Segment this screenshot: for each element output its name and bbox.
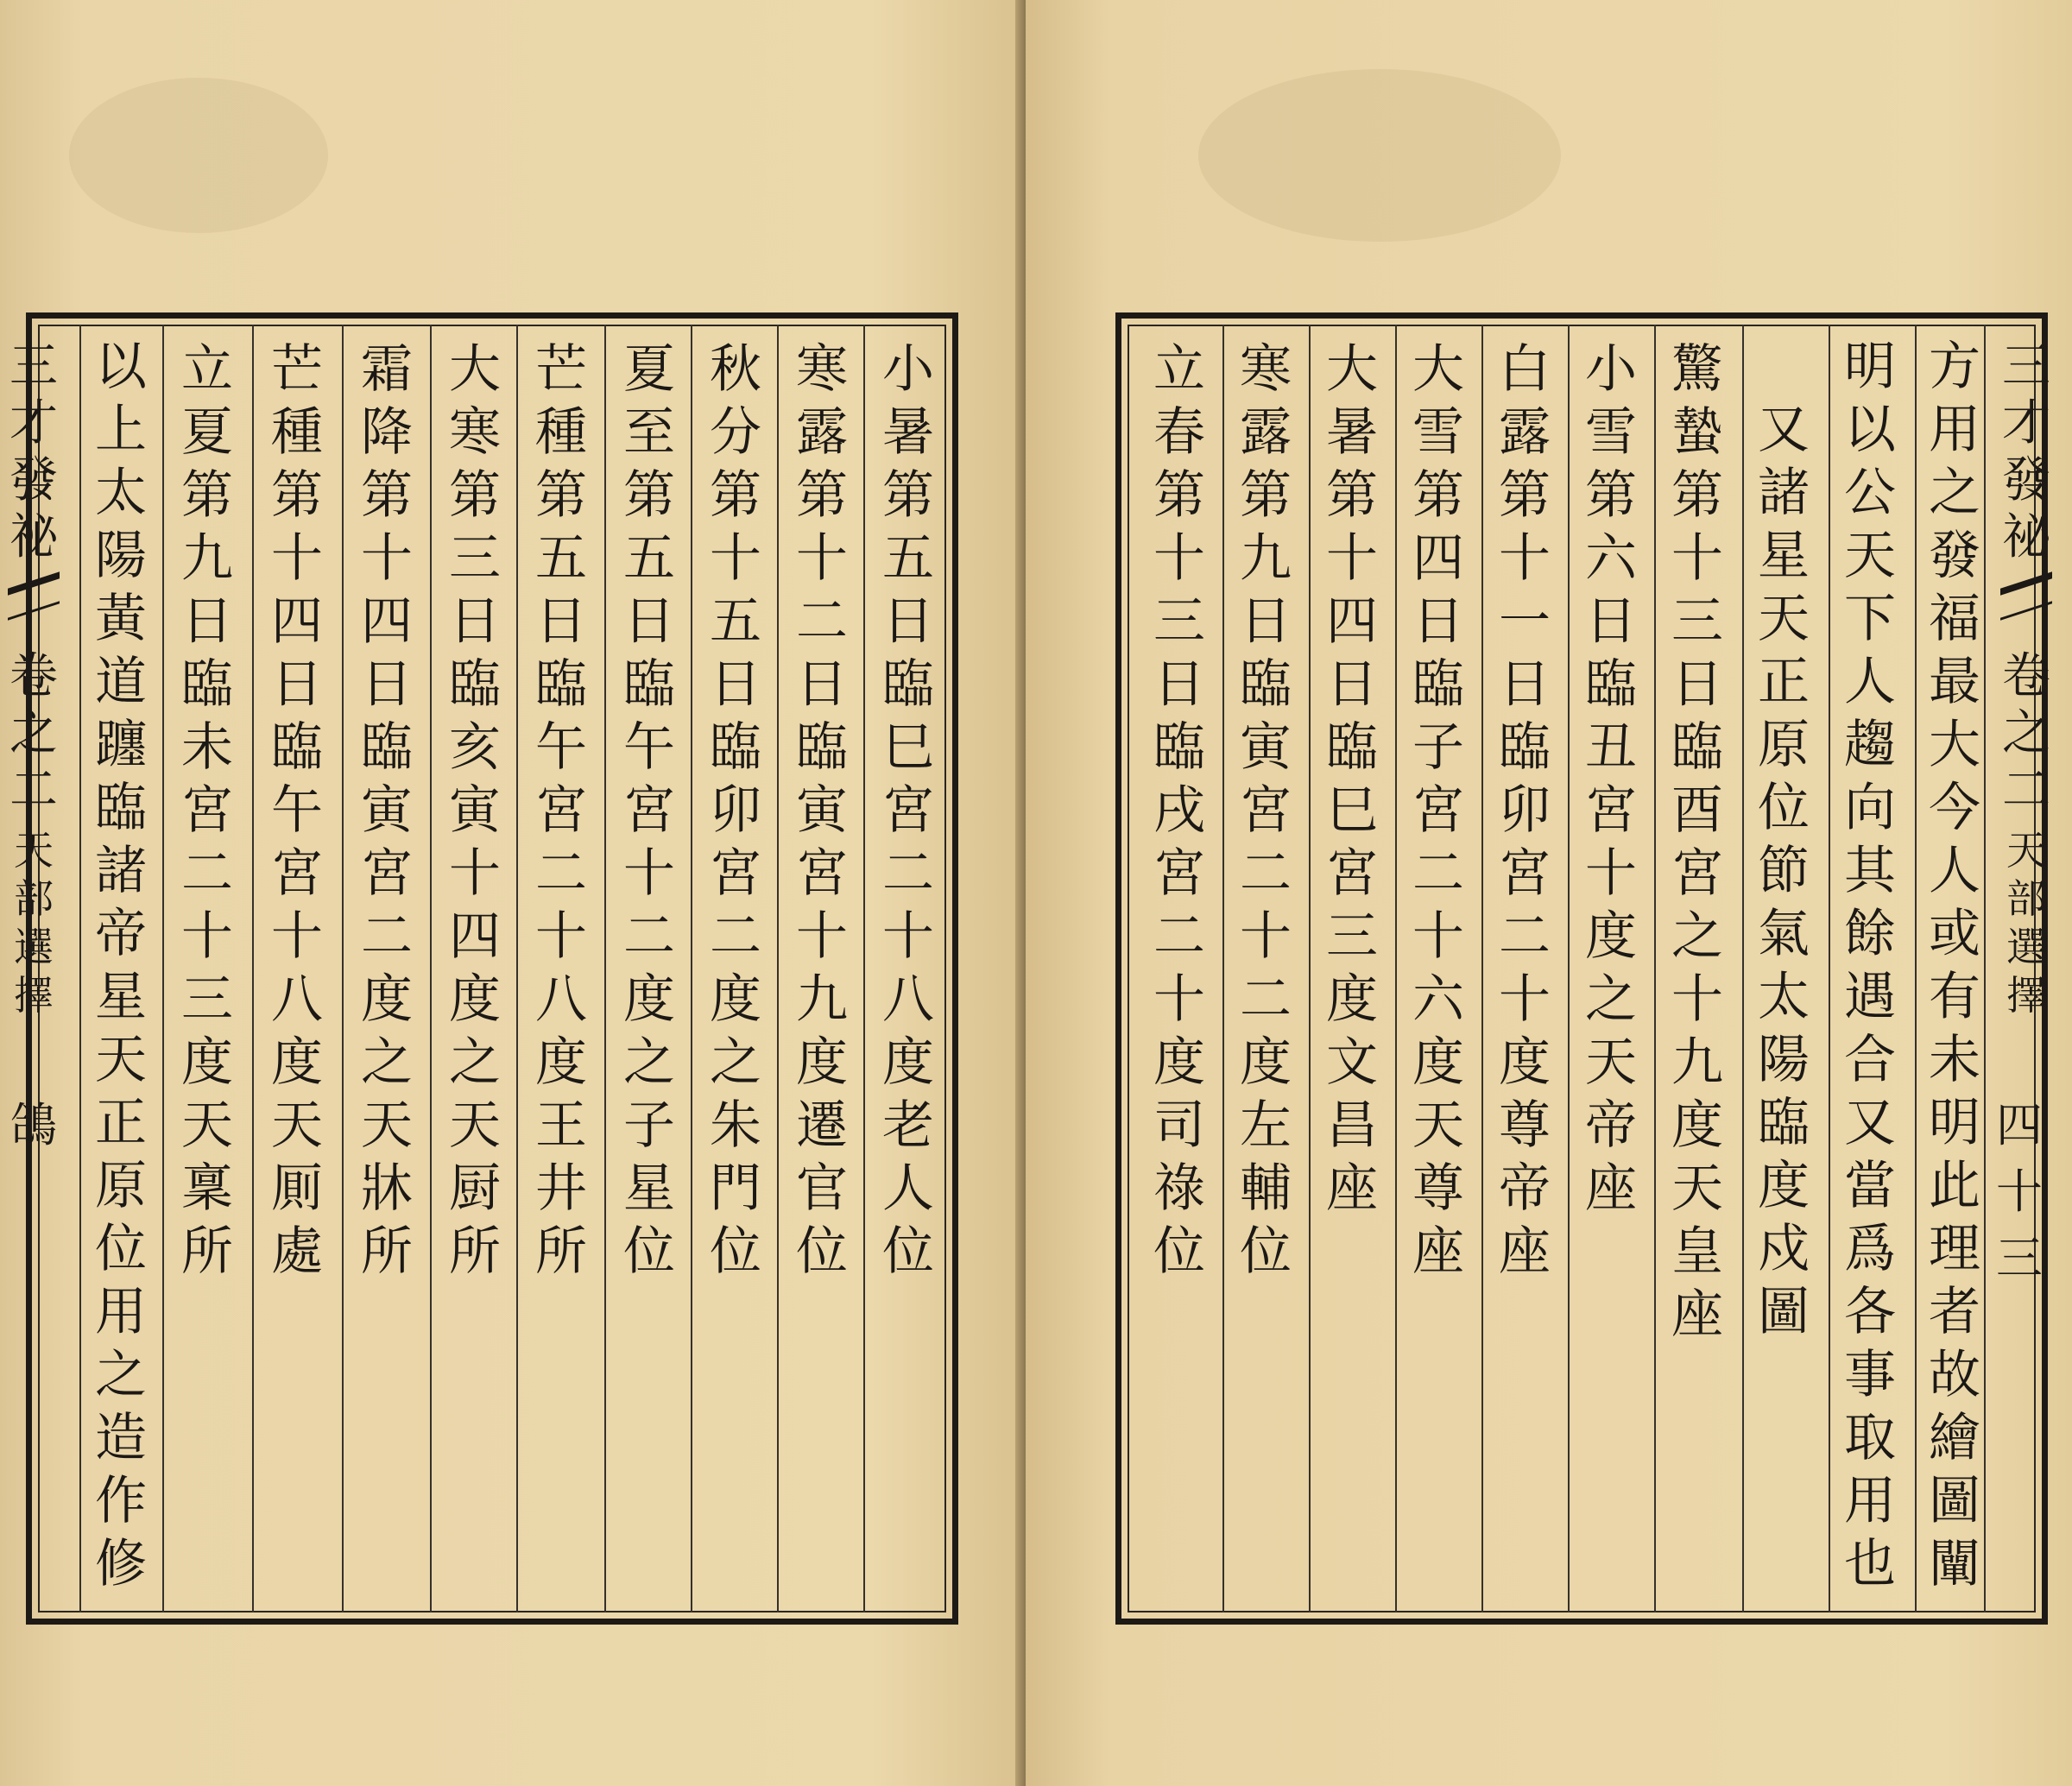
right-center-column xyxy=(1996,338,2056,1288)
text-column: 立 春 第 十 三 日 臨 戌 宮 二 十 度 司 祿 位 xyxy=(1153,339,1205,1282)
column-rule xyxy=(516,325,518,1612)
text-column: 方 用 之 發 福 最 大 今 人 或 有 未 明 此 理 者 故 繪 圖 闡 xyxy=(1929,337,1980,1594)
text-column: 白 露 第 十 一 日 臨 卯 宮 二 十 度 尊 帝 座 xyxy=(1499,339,1551,1282)
text-column: 夏 至 第 五 日 臨 午 宮 十 二 度 之 子 星 位 xyxy=(623,339,675,1282)
paper-stain xyxy=(1198,69,1561,242)
right-page xyxy=(1026,0,2072,1786)
column-rule xyxy=(1915,325,1917,1612)
column-rule xyxy=(342,325,344,1612)
column-rule xyxy=(777,325,779,1612)
column-rule xyxy=(1829,325,1830,1612)
text-column: 驚 蟄 第 十 三 日 臨 酉 宮 之 十 九 度 天 皇 座 xyxy=(1671,339,1723,1345)
folio-mark: 鴿 xyxy=(10,1098,57,1152)
column-rule xyxy=(1742,325,1744,1612)
text-column: 以 上 太 陽 黃 道 躔 臨 諸 帝 星 天 正 原 位 用 之 造 作 修 xyxy=(95,337,147,1594)
volume-label: 卷 之 二 xyxy=(9,648,58,818)
book-title: 三 才 發 祕 xyxy=(2002,338,2050,565)
paper-stain xyxy=(69,78,328,233)
text-column: 秋 分 第 十 五 日 臨 卯 宮 二 度 之 朱 門 位 xyxy=(710,339,761,1282)
column-rule xyxy=(252,325,254,1612)
left-center-column xyxy=(3,338,64,1155)
section-label: 天 部 選 擇 xyxy=(14,827,54,1019)
book-title: 三 才 發 祕 xyxy=(9,338,58,565)
column-rule xyxy=(1395,325,1397,1612)
text-column: 寒 露 第 九 日 臨 寅 宮 二 十 二 度 左 輔 位 xyxy=(1240,339,1292,1282)
column-rule xyxy=(1568,325,1570,1612)
left-page xyxy=(0,0,1026,1786)
column-rule xyxy=(1309,325,1311,1612)
text-column: 小 雪 第 六 日 臨 丑 宮 十 度 之 天 帝 座 xyxy=(1585,339,1637,1219)
text-column: 芒 種 第 十 四 日 臨 午 宮 十 八 度 天 厠 處 xyxy=(271,339,323,1282)
column-rule xyxy=(430,325,432,1612)
text-column: 小 暑 第 五 日 臨 巳 宮 二 十 八 度 老 人 位 xyxy=(882,339,934,1282)
text-column: 大 暑 第 十 四 日 臨 巳 宮 三 度 文 昌 座 xyxy=(1326,339,1378,1219)
column-rule xyxy=(1654,325,1656,1612)
column-rule xyxy=(162,325,164,1612)
fish-tail-mark xyxy=(8,571,60,620)
text-column: 又 諸 星 天 正 原 位 節 氣 太 陽 臨 度 戍 圖 xyxy=(1758,400,1810,1342)
volume-label: 卷 之 二 xyxy=(2002,648,2050,818)
text-column: 立 夏 第 九 日 臨 未 宮 二 十 三 度 天 稟 所 xyxy=(181,339,233,1282)
text-column: 霜 降 第 十 四 日 臨 寅 宮 二 度 之 天 牀 所 xyxy=(361,339,413,1282)
text-column: 明 以 公 天 下 人 趨 向 其 餘 遇 合 又 當 爲 各 事 取 用 也 xyxy=(1844,337,1896,1594)
text-column: 大 寒 第 三 日 臨 亥 寅 十 四 度 之 天 厨 所 xyxy=(449,339,501,1282)
column-rule xyxy=(863,325,865,1612)
folio-mark: 四十三 xyxy=(1996,1098,2043,1285)
text-column: 大 雪 第 四 日 臨 子 宮 二 十 六 度 天 尊 座 xyxy=(1412,339,1464,1282)
column-rule xyxy=(1481,325,1483,1612)
fish-tail-mark xyxy=(2000,571,2052,620)
text-column: 芒 種 第 五 日 臨 午 宮 二 十 八 度 王 井 所 xyxy=(535,339,587,1282)
column-rule xyxy=(79,325,81,1612)
text-column: 寒 露 第 十 二 日 臨 寅 宮 十 九 度 遷 官 位 xyxy=(796,339,848,1282)
column-rule xyxy=(604,325,606,1612)
column-rule xyxy=(691,325,692,1612)
column-rule xyxy=(1222,325,1224,1612)
section-label: 天 部 選 擇 xyxy=(2006,827,2046,1019)
